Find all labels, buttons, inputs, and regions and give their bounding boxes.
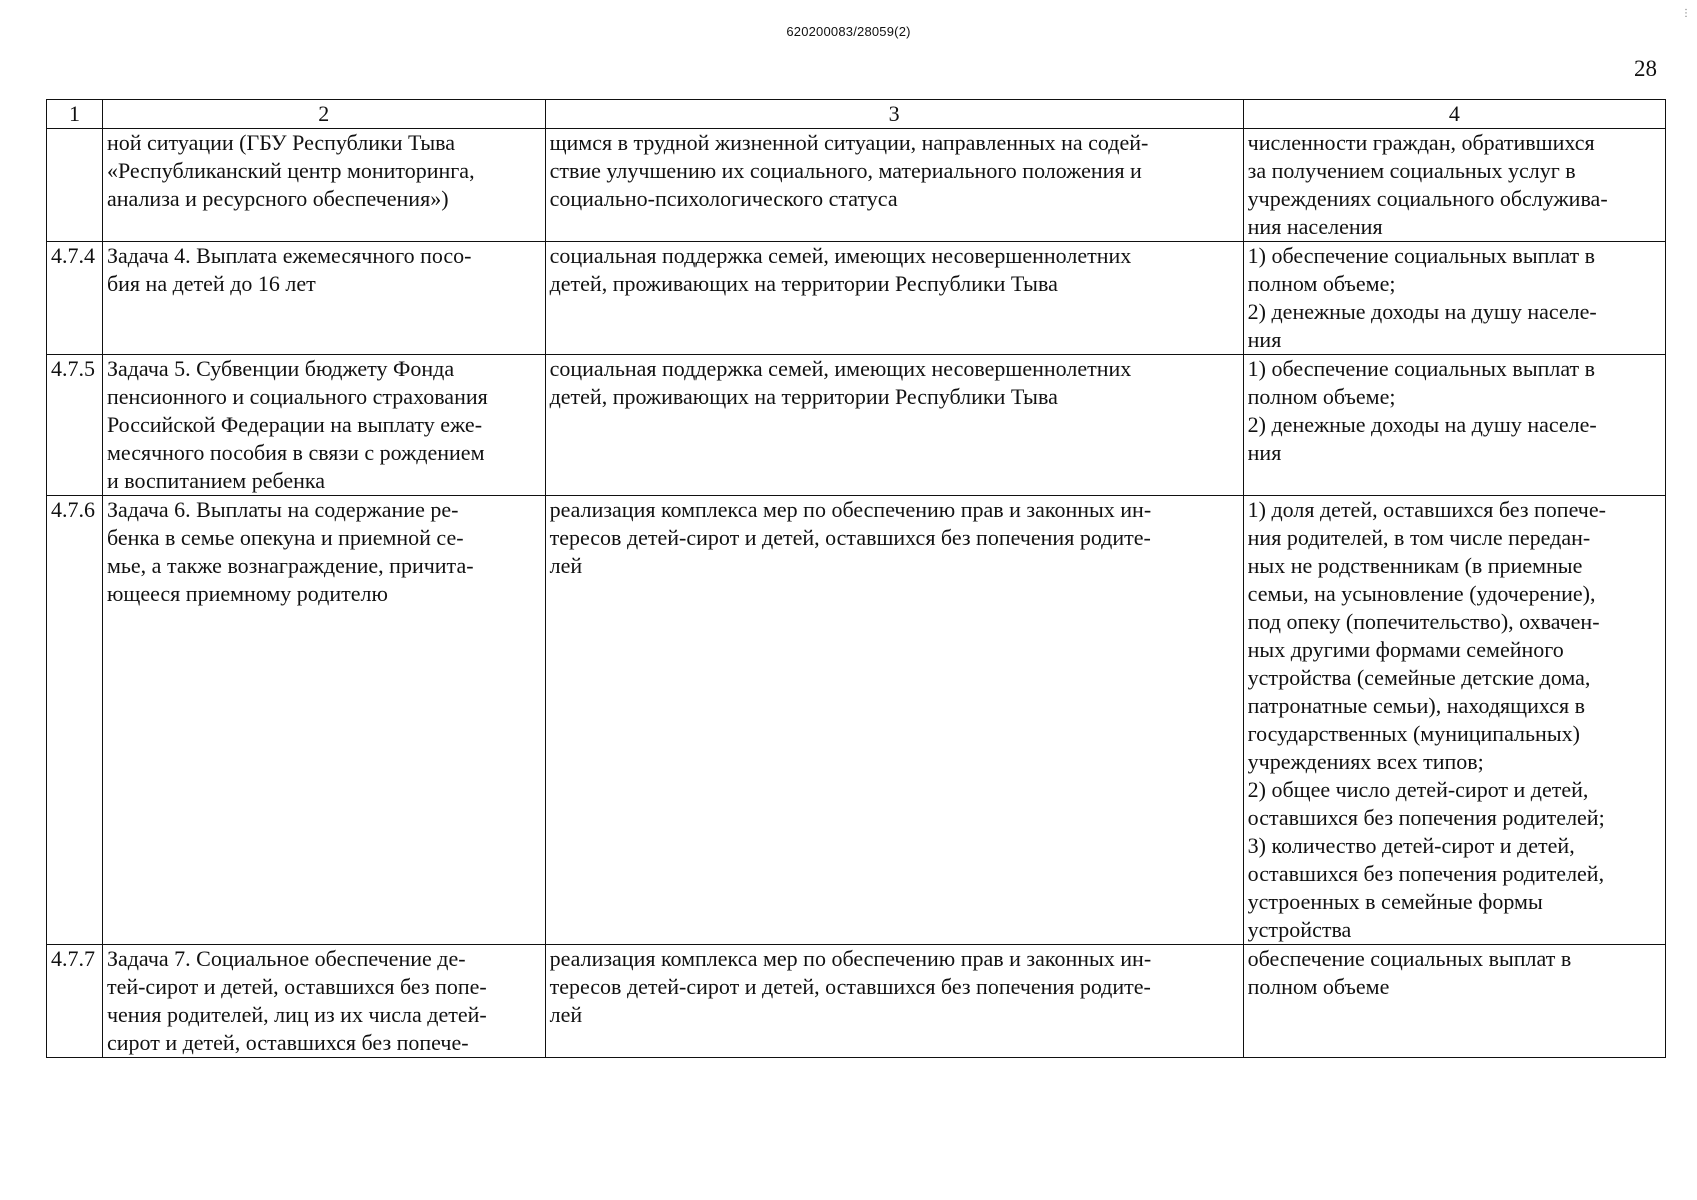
table-row (47, 129, 1666, 242)
row-number: 4.7.7 (47, 945, 103, 1058)
task-cell: Задача 4. Выплата ежемесячного посо- бия на детей до 16 лет (102, 242, 545, 355)
goal-cell: социальная поддержка семей, имеющих несовершеннолетних детей, проживающих на территории Республики Тыва (545, 355, 1243, 496)
column-header-2: 2 (102, 100, 545, 129)
goal-cell: реализация комплекса мер по обеспечению прав и законных ин- тересов детей-сирот и детей, оставшихся без попечения родите- лей (545, 496, 1243, 945)
column-header-4: 4 (1243, 100, 1665, 129)
page-number: 28 (1634, 56, 1657, 81)
table-row (47, 355, 1666, 496)
scan-corner-mark: ⋮ (1681, 8, 1691, 19)
column-number-row (47, 100, 1666, 129)
indicators-cell: 1) обеспечение социальных выплат в полном объеме; 2) денежные доходы на душу населе- ния (1243, 355, 1665, 496)
task-cell: ной ситуации (ГБУ Республики Тыва «Республиканский центр мониторинга, анализа и ресурсного обеспечения») (102, 129, 545, 242)
table-row (47, 945, 1666, 1058)
indicators-cell: обеспечение социальных выплат в полном объеме (1243, 945, 1665, 1058)
table-row (47, 496, 1666, 945)
indicators-cell: 1) доля детей, оставшихся без попече- ния родителей, в том числе передан- ных не родственникам (в приемные семьи, на усыновление (удочерение), под опеку (попечительство), охвачен- ных другими формами семейного устройства (семейные детские дома, патронатные семьи), находящихся в государственных (муниципальных) учреждениях всех типов; 2) общее число детей-сирот и детей, оставшихся без попечения родителей; 3) количество детей-сирот и детей, оставшихся без попечения родителей, устроенных в семейные формы устройства (1243, 496, 1665, 945)
indicators-cell: численности граждан, обратившихся за получением социальных услуг в учреждениях социального обслужива- ния населения (1243, 129, 1665, 242)
column-header-3: 3 (545, 100, 1243, 129)
goal-cell: социальная поддержка семей, имеющих несовершеннолетних детей, проживающих на территории Республики Тыва (545, 242, 1243, 355)
column-header-1: 1 (47, 100, 103, 129)
task-cell: Задача 7. Социальное обеспечение де- тей-сирот и детей, оставшихся без попе- чения родителей, лиц из их числа детей- сирот и детей, оставшихся без попече- (102, 945, 545, 1058)
goal-cell: щимся в трудной жизненной ситуации, направленных на содей- ствие улучшению их социального, материального положения и социально-психологического статуса (545, 129, 1243, 242)
row-number: 4.7.5 (47, 355, 103, 496)
row-number (47, 129, 103, 242)
program-tasks-table (46, 99, 1666, 1058)
task-cell: Задача 5. Субвенции бюджету Фонда пенсионного и социального страхования Российской Федерации на выплату еже- месячного пособия в связи с рождением и воспитанием ребенка (102, 355, 545, 496)
row-number: 4.7.4 (47, 242, 103, 355)
document-registration-code: 620200083/28059(2) (786, 24, 911, 39)
table-row (47, 242, 1666, 355)
indicators-cell: 1) обеспечение социальных выплат в полном объеме; 2) денежные доходы на душу населе- ния (1243, 242, 1665, 355)
task-cell: Задача 6. Выплаты на содержание ре- бенка в семье опекуна и приемной се- мье, а также вознаграждение, причита- ющееся приемному родителю (102, 496, 545, 945)
row-number: 4.7.6 (47, 496, 103, 945)
goal-cell: реализация комплекса мер по обеспечению прав и законных ин- тересов детей-сирот и детей, оставшихся без попечения родите- лей (545, 945, 1243, 1058)
